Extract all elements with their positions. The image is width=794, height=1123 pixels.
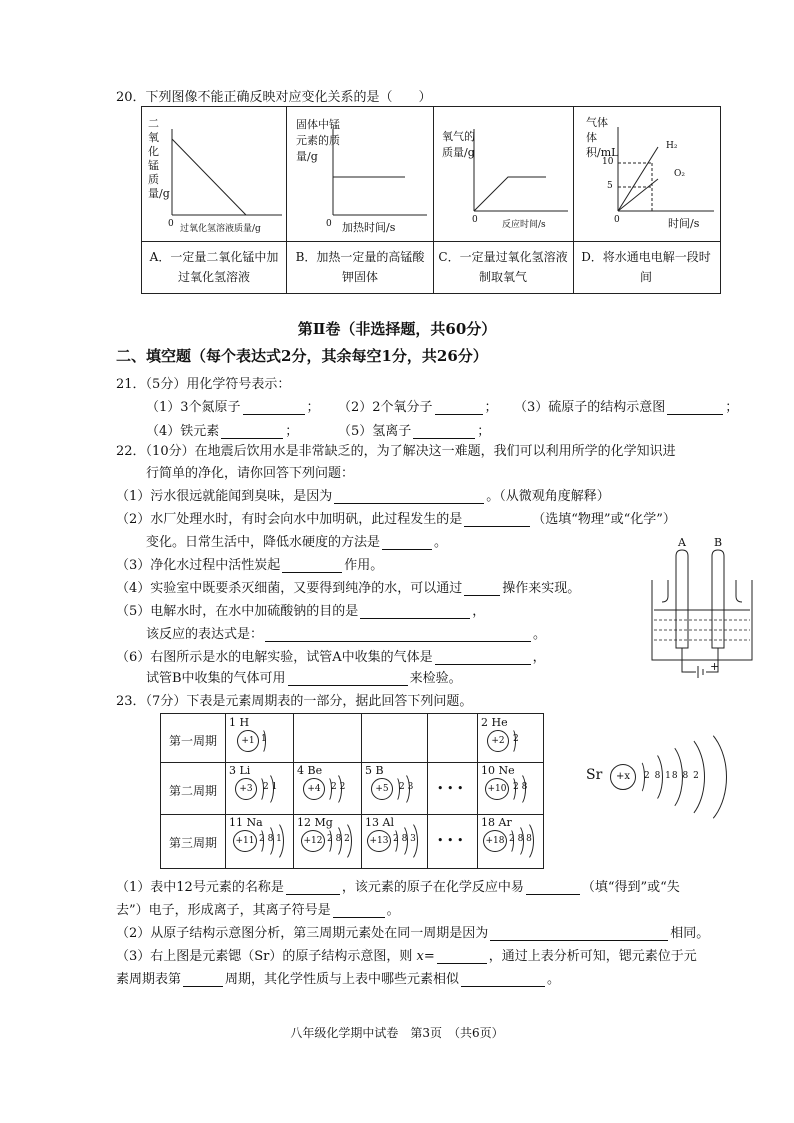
element-be-nucleus: +4 bbox=[303, 778, 325, 800]
q23-line-3: （3）右上图是元素锶（Sr）的原子结构示意图，则 x= ，通过上表分析可知，锶元素位于元 bbox=[116, 949, 697, 964]
q21-stem: 21．（5分）用化学符号表示： bbox=[116, 377, 291, 392]
element-ne-nucleus: +10 bbox=[485, 778, 509, 800]
q21-item-4: （4）铁元素 ； bbox=[146, 424, 299, 439]
q20-a-ylabel: 二氧化锰质量/g bbox=[148, 117, 170, 200]
element-li-nucleus: +3 bbox=[235, 778, 257, 800]
element-he-nucleus: +2 bbox=[487, 730, 509, 752]
q20-options-table bbox=[141, 106, 721, 294]
part2-title: 第Ⅱ卷（非选择题，共60分） bbox=[297, 320, 497, 338]
q20-c-ylabel: 氧气的质量/g bbox=[442, 130, 475, 159]
q20-d-o2: O₂ bbox=[674, 169, 685, 179]
tube-b-label: B bbox=[714, 536, 723, 549]
period-3-ellipsis: • • • bbox=[437, 834, 464, 847]
period-2-ellipsis: • • • bbox=[437, 782, 464, 795]
q20-d-xlabel: 时间/s bbox=[668, 217, 700, 230]
periodic-table bbox=[160, 713, 544, 869]
q23-line-2: （2）从原子结构示意图分析，第三周期元素处在同一周期是因为 相同。 bbox=[116, 926, 710, 941]
element-na-nucleus: +11 bbox=[233, 830, 257, 852]
q22-line-6: （6）右图所示是水的电解实验，试管A中收集的气体是 ， bbox=[116, 650, 546, 665]
period-3-label: 第三周期 bbox=[168, 836, 217, 850]
minus-sign: － bbox=[684, 666, 695, 679]
element-al-shells: 2 8 3 bbox=[393, 834, 416, 844]
q22-line-5b: 该反应的表达式是： 。 bbox=[146, 627, 547, 642]
q20-b-ylabel: 固体中锰元素的质量/g bbox=[296, 118, 340, 163]
q20-d-h2: H₂ bbox=[666, 141, 678, 151]
q23-line-1: （1）表中12号元素的名称是 ，该元素的原子在化学反应中易 （填“得到”或“失 bbox=[116, 880, 680, 895]
page-footer: 八年级化学期中试卷 第3页 （共6页） bbox=[290, 1026, 504, 1040]
q20-option-c: C．一定量过氧化氢溶液制取氧气 bbox=[438, 250, 568, 284]
element-li-label: 3 Li bbox=[229, 764, 251, 777]
sr-nucleus: +x bbox=[610, 764, 636, 790]
element-al-label: 13 Al bbox=[365, 816, 394, 829]
element-ar-shells: 2 8 8 bbox=[509, 834, 532, 844]
element-b-nucleus: +5 bbox=[371, 778, 393, 800]
q22-line-4: （4）实验室中既要杀灭细菌，又要得到纯净的水，可以通过 操作来实现。 bbox=[116, 581, 581, 596]
q23-stem: 23．（7分）下表是元素周期表的一部分，据此回答下列问题。 bbox=[116, 694, 473, 709]
q20-b-origin: 0 bbox=[326, 219, 332, 229]
element-ar-nucleus: +18 bbox=[483, 830, 507, 852]
sr-symbol: Sr bbox=[586, 767, 603, 783]
element-mg-shells: 2 8 2 bbox=[327, 834, 350, 844]
element-mg-label: 12 Mg bbox=[297, 816, 333, 829]
q22-stem-1: 22．（10分）在地震后饮用水是非常缺乏的，为了解决这一难题，我们可以利用所学的化学知识进 bbox=[116, 444, 676, 459]
q22-stem-2: 行简单的净化，请你回答下列问题： bbox=[146, 466, 355, 481]
plus-sign: + bbox=[710, 660, 720, 673]
q22-line-5: （5）电解水时，在水中加硫酸钠的目的是 ， bbox=[116, 604, 486, 619]
element-be-label: 4 Be bbox=[297, 764, 323, 777]
q23-line-3b: 素周期表第 周期，其化学性质与上表中哪些元素相似 。 bbox=[116, 972, 561, 987]
element-h-label: 1 H bbox=[229, 716, 250, 729]
element-b-shells: 2 3 bbox=[399, 782, 414, 792]
q21-item-5: （5）氢离子 ； bbox=[338, 424, 491, 439]
element-ar-label: 18 Ar bbox=[481, 816, 512, 829]
q20-c-origin: 0 bbox=[472, 215, 478, 225]
element-li-shells: 2 1 bbox=[263, 782, 278, 792]
q21-item-2: （2）2个氧分子 ； bbox=[338, 400, 498, 415]
electrolysis-figure bbox=[648, 536, 758, 684]
q20-d-origin: 0 bbox=[614, 215, 620, 225]
q20-d-ylabel: 气体体积/mL bbox=[586, 116, 619, 159]
q20-b-xlabel: 加热时间/s bbox=[342, 221, 396, 234]
q22-line-2b: 变化。日常生活中，降低水硬度的方法是 。 bbox=[146, 535, 448, 550]
element-mg-nucleus: +12 bbox=[301, 830, 325, 852]
q20-a-xlabel: 过氧化氢溶液质量/g bbox=[180, 224, 261, 234]
q20-a-origin: 0 bbox=[168, 219, 174, 229]
period-1-label: 第一周期 bbox=[168, 734, 217, 748]
element-al-nucleus: +13 bbox=[367, 830, 391, 852]
section-title: 二、填空题（每个表达式2分，其余每空1分，共26分） bbox=[116, 347, 488, 365]
q20-option-b: B．加热一定量的高锰酸钾固体 bbox=[295, 250, 425, 284]
q20-stem: 20．下列图像不能正确反映对应变化关系的是（ ） bbox=[116, 90, 432, 105]
sr-shells: 2 8 18 8 2 bbox=[644, 771, 700, 781]
q22-line-1: （1）污水很远就能闻到臭味，是因为 。（从微观角度解释） bbox=[116, 489, 610, 504]
q21-item-3: （3）硫原子的结构示意图 ； bbox=[514, 400, 739, 415]
q22-line-6b: 试管B中收集的气体可用 来检验。 bbox=[146, 671, 462, 686]
q21-item-1: （1）3个氮原子 ； bbox=[146, 400, 320, 415]
q20-option-d: D．将水通电电解一段时间 bbox=[581, 250, 711, 284]
element-na-shells: 2 8 1 bbox=[259, 834, 282, 844]
q20-d-tick10: 10 bbox=[602, 157, 614, 167]
q22-line-3: （3）净化水过程中活性炭起 作用。 bbox=[116, 558, 384, 573]
element-be-shells: 2 2 bbox=[331, 782, 346, 792]
element-b-label: 5 B bbox=[365, 764, 384, 777]
element-he-shells: 2 bbox=[513, 734, 519, 744]
element-ne-label: 10 Ne bbox=[481, 764, 515, 777]
sr-diagram bbox=[580, 722, 740, 832]
element-h-shells: 1 bbox=[261, 734, 267, 744]
element-h-nucleus: +1 bbox=[237, 730, 259, 752]
q22-line-2: （2）水厂处理水时，有时会向水中加明矾，此过程发生的是 （选填“物理”或“化学”） bbox=[116, 512, 676, 527]
q23-line-1b: 去”）电子，形成离子，其离子符号是 。 bbox=[116, 903, 400, 918]
tube-a-label: A bbox=[678, 536, 686, 549]
q20-d-tick5: 5 bbox=[607, 181, 613, 191]
element-ne-shells: 2 8 bbox=[513, 782, 528, 792]
q20-option-a: A．一定量二氧化锰中加过氧化氢溶液 bbox=[149, 250, 279, 284]
element-he-label: 2 He bbox=[481, 716, 508, 729]
q20-c-xlabel: 反应时间/s bbox=[502, 220, 546, 230]
period-2-label: 第二周期 bbox=[168, 784, 217, 798]
element-na-label: 11 Na bbox=[229, 816, 263, 829]
